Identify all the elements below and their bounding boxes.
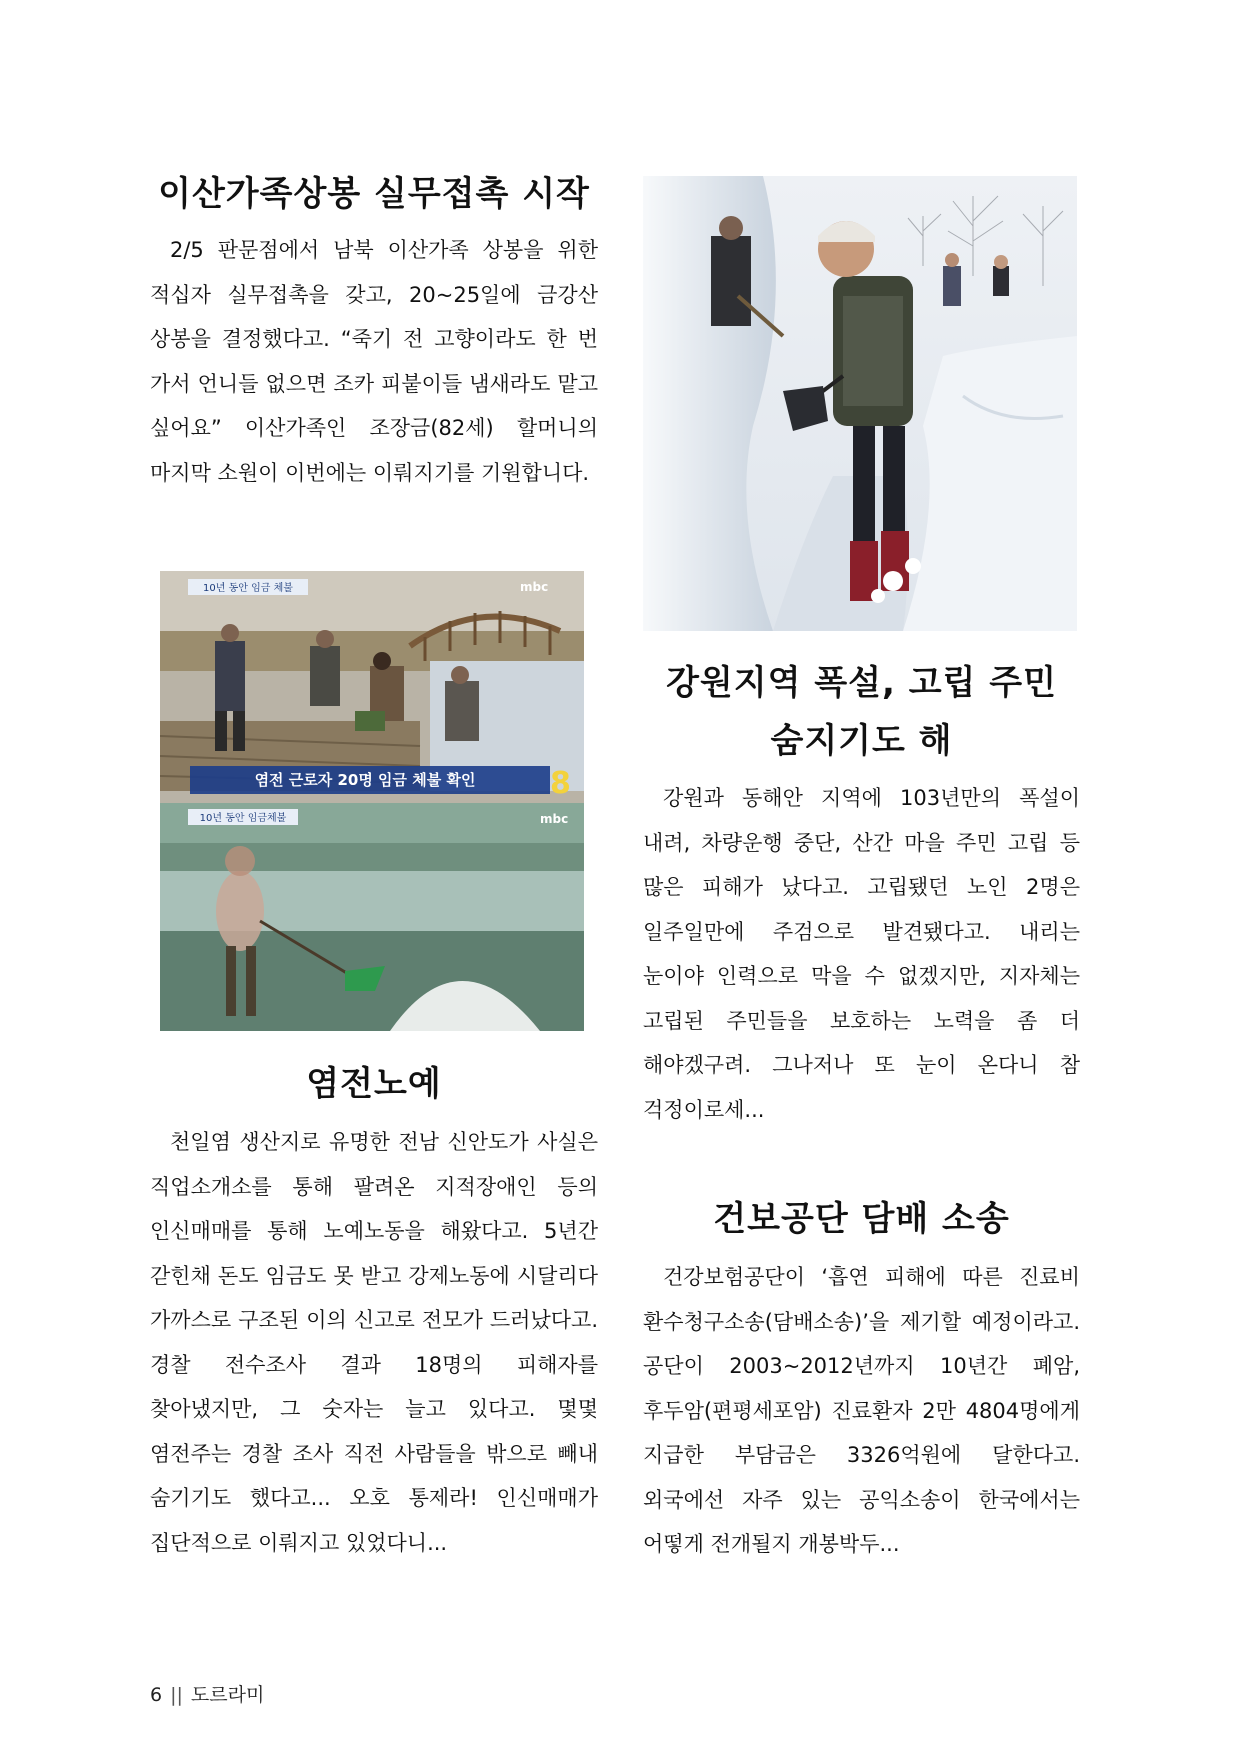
salt-photo-top-tag: 10년 동안 임금 체불	[203, 583, 293, 594]
article-snow-title-line2: 숨지기도 해	[770, 721, 953, 761]
snow-photo-illustration	[643, 176, 1077, 631]
footer-separator: ||	[170, 1684, 183, 1706]
article-reunion	[150, 162, 598, 495]
article-snow	[643, 654, 1080, 1132]
article-salt-title: 염전노예	[306, 1064, 442, 1104]
article-tobacco	[643, 1187, 1080, 1567]
salt-photo-logo-top: mbc	[520, 580, 549, 594]
article-reunion-title: 이산가족상봉 실무접촉 시작	[158, 174, 590, 214]
salt-photo	[160, 571, 584, 1031]
salt-photo-logo-bottom: mbc	[540, 812, 569, 826]
page-number: 6	[150, 1684, 163, 1706]
article-tobacco-title: 건보공단 담배 소송	[713, 1199, 1010, 1239]
magazine-name: 도르라미	[190, 1684, 265, 1706]
article-snow-body: 강원과 동해안 지역에 103년만의 폭설이 내려, 차량운행 중단, 산간 마을 주민 고립 등 많은 피해가 났다고. 고립됐던 노인 2명은 일주일만에 주검으로 발견됐다고. 내리는 눈이야 인력으로 막을 수 없겠지만, 지자체는 고립된 주민들을 보호하는 노력을 좀 더 해야겠구려. 그나저나 또 눈이 온다니 참 걱정이로세...	[643, 786, 1080, 1122]
article-reunion-body: 2/5 판문점에서 남북 이산가족 상봉을 위한 적십자 실무접촉을 갖고, 20~25일에 금강산 상봉을 결정했다고. “죽기 전 고향이라도 한 번 가서 언니들 없으면 조카 피붙이들 냄새라도 맡고 싶어요” 이산가족인 조장금(82세) 할머니의 마지막 소원이 이번에는 이뤄지기를 기원합니다.	[150, 238, 598, 485]
article-snow-title-line1: 강원지역 폭설, 고립 주민	[666, 663, 1057, 703]
salt-photo-channel-number: 8	[550, 766, 571, 801]
snow-photo	[643, 176, 1077, 631]
salt-photo-caption: 염전 근로자 20명 임금 체불 확인	[254, 771, 476, 789]
salt-photo-illustration	[160, 571, 584, 1031]
article-salt-body: 천일염 생산지로 유명한 전남 신안도가 사실은 직업소개소를 통해 팔려온 지적장애인 등의 인신매매를 통해 노예노동을 해왔다고. 5년간 갇힌채 돈도 임금도 못 받고 강제노동에 시달리다 가까스로 구조된 이의 신고로 전모가 드러났다고. 경찰 전수조사 결과 18명의 피해자를 찾아냈지만, 그 숫자는 늘고 있다고. 몇몇 염전주는 경찰 조사 직전 사람들을 밖으로 빼내 숨기기도 했다고... 오호 통제라! 인신매매가 집단적으로 이뤄지고 있었다니...	[150, 1130, 598, 1555]
article-tobacco-body: 건강보험공단이 ‘흡연 피해에 따른 진료비 환수청구소송(담배소송)’을 제기할 예정이라고. 공단이 2003~2012년까지 10년간 폐암, 후두암(편평세포암) 진료환자 2만 4804명에게 지급한 부담금은 3326억원에 달한다고. 외국에선 자주 있는 공익소송이 한국에서는 어떻게 전개될지 개봉박두...	[643, 1265, 1080, 1556]
page-footer	[150, 1680, 264, 1707]
salt-photo-bottom-tag: 10년 동안 임금체불	[199, 813, 287, 824]
article-salt	[150, 1052, 598, 1565]
